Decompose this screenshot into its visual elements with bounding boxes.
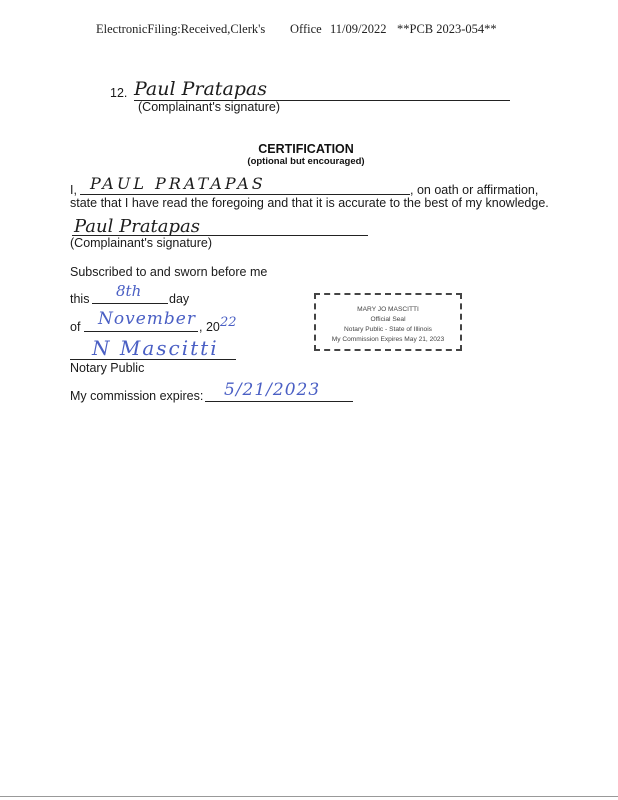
subscribed-text: Subscribed to and sworn before me — [70, 265, 268, 279]
commission-expires-value: 5/21/2023 — [224, 380, 321, 400]
notary-public-label: Notary Public — [70, 361, 145, 375]
day-label: day — [169, 292, 190, 306]
office-label: Office — [290, 22, 322, 36]
notary-signature: N Mascitti — [92, 336, 219, 360]
signature-caption: (Complainant's signature) — [138, 100, 281, 114]
name-line — [80, 194, 410, 195]
notary-seal-stamp — [314, 293, 462, 351]
year-prefix: , 20 — [199, 320, 220, 334]
notary-line — [70, 359, 236, 360]
year-suffix: 22 — [220, 315, 237, 330]
complainant-signature: Paul Pratapas — [134, 78, 268, 100]
month-line — [84, 331, 198, 332]
filing-date: 11/09/2022 — [330, 22, 387, 36]
certification-title: CERTIFICATION — [258, 142, 354, 156]
certification-subtitle: (optional but encouraged) — [247, 156, 365, 167]
month-value: November — [98, 309, 196, 329]
seal-name: MARY JO MASCITTI — [357, 306, 419, 313]
commission-expires-label: My commission expires: — [70, 389, 204, 403]
day-value: 8th — [116, 282, 142, 300]
expires-line — [205, 401, 353, 402]
oath-text: , on oath or affirmation, — [410, 183, 539, 197]
complainant-signature-2: Paul Pratapas — [74, 216, 201, 237]
this-label: this — [70, 292, 90, 306]
printed-name: PAUL PRATAPAS — [90, 174, 266, 193]
i-label: I, — [70, 183, 77, 197]
page-bottom-rule — [0, 796, 618, 797]
day-line — [92, 303, 168, 304]
filing-header: ElectronicFiling:Received,Clerk's — [96, 22, 266, 36]
seal-line-4: My Commission Expires May 21, 2023 — [331, 336, 445, 343]
case-number: **PCB 2023-054** — [397, 22, 497, 36]
signature-caption-2: (Complainant's signature) — [70, 236, 213, 250]
of-label: of — [70, 320, 81, 334]
seal-line-3: Notary Public - State of Illinois — [344, 326, 432, 333]
item-number: 12. — [110, 86, 128, 100]
seal-line-2: Official Seal — [370, 316, 406, 323]
certification-statement: state that I have read the foregoing and that it is accurate to the best of my knowledge. — [70, 196, 549, 210]
